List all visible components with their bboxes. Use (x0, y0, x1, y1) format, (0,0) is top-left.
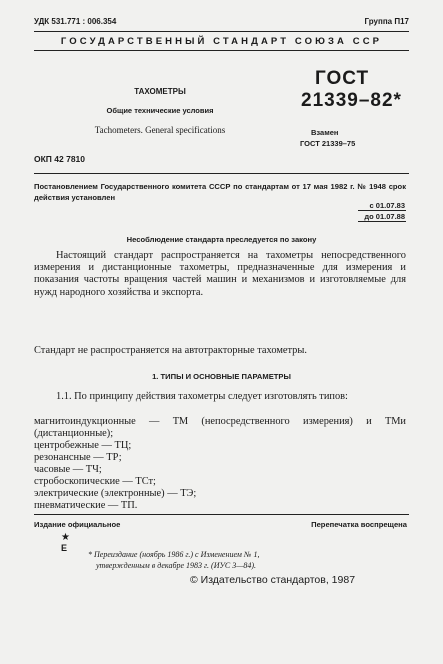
title-ru: ТАХОМЕТРЫ (134, 87, 186, 96)
okp-rule (34, 173, 409, 174)
reprint-notice: Перепечатка воспрещена (311, 520, 407, 529)
valid-from-underline (358, 210, 406, 211)
type-item: стробоскопические — ТСт; (34, 476, 156, 487)
footnote-line: * Переиздание (ноябрь 1986 г.) с Изменением № 1, (88, 550, 260, 559)
type-item: часовые — ТЧ; (34, 464, 102, 475)
valid-to-underline (358, 221, 406, 222)
type-item: резонансные — ТР; (34, 452, 122, 463)
banner-rule (34, 50, 409, 51)
footnote-line: утвержденным в декабре 1983 г. (ИУС 3—84). (96, 561, 256, 570)
law-notice: Несоблюдение стандарта преследуется по закону (126, 235, 317, 244)
type-item: магнитоиндукционные — ТМ (непосредственного измерения) и ТМи (дистанционные); (34, 416, 406, 440)
replaces-label: Взамен (311, 128, 339, 137)
valid-to: до 01.07.88 (364, 212, 405, 221)
footer-rule (34, 514, 409, 515)
gost-label: ГОСТ (315, 68, 370, 89)
valid-from: с 01.07.83 (369, 201, 405, 210)
e-star-mark: Е (61, 543, 68, 553)
decree-text: Постановлением Государственного комитета СССР по стандартам от 17 мая 1982 г. № 1948 срок действия установлен (34, 182, 406, 202)
footnote (88, 549, 418, 571)
gost-number: 21339–82* (301, 90, 402, 111)
clause-1-1: 1.1. По принципу действия тахометры следует изготовлять типов: (56, 391, 348, 402)
title-en: Tachometers. General specifications (94, 125, 226, 135)
organization-banner: ГОСУДАРСТВЕННЫЙ СТАНДАРТ СОЮЗА ССР (60, 36, 383, 47)
edition-label: Издание официальное (34, 520, 121, 529)
okp-code: ОКП 42 7810 (34, 154, 85, 164)
section-title: 1. ТИПЫ И ОСНОВНЫЕ ПАРАМЕТРЫ (152, 372, 291, 381)
group-code: Группа П17 (364, 17, 409, 26)
intro-paragraph: Настоящий стандарт распространяется на тахометры непосредственного измерения и дистанционные тахометры, предназначенные для измерения и показания частоты вращения частей машин и механизмов и изготовляемые для нужд народного хозяйства и экспорта. (34, 250, 406, 298)
replaces-standard: ГОСТ 21339–75 (300, 139, 356, 148)
udk-code: УДК 531.771 : 006.354 (34, 17, 117, 26)
title-subtitle: Общие технические условия (106, 106, 214, 115)
top-rule (34, 31, 409, 32)
intro-exclusion: Стандарт не распространяется на автотракторные тахометры. (34, 345, 307, 356)
star-icon: ★ (61, 532, 70, 543)
copyright: © Издательство стандартов, 1987 (190, 574, 356, 586)
type-item: электрические (электронные) — ТЭ; (34, 488, 197, 499)
type-item: центробежные — ТЦ; (34, 440, 132, 451)
type-item: пневматические — ТП. (34, 500, 138, 511)
